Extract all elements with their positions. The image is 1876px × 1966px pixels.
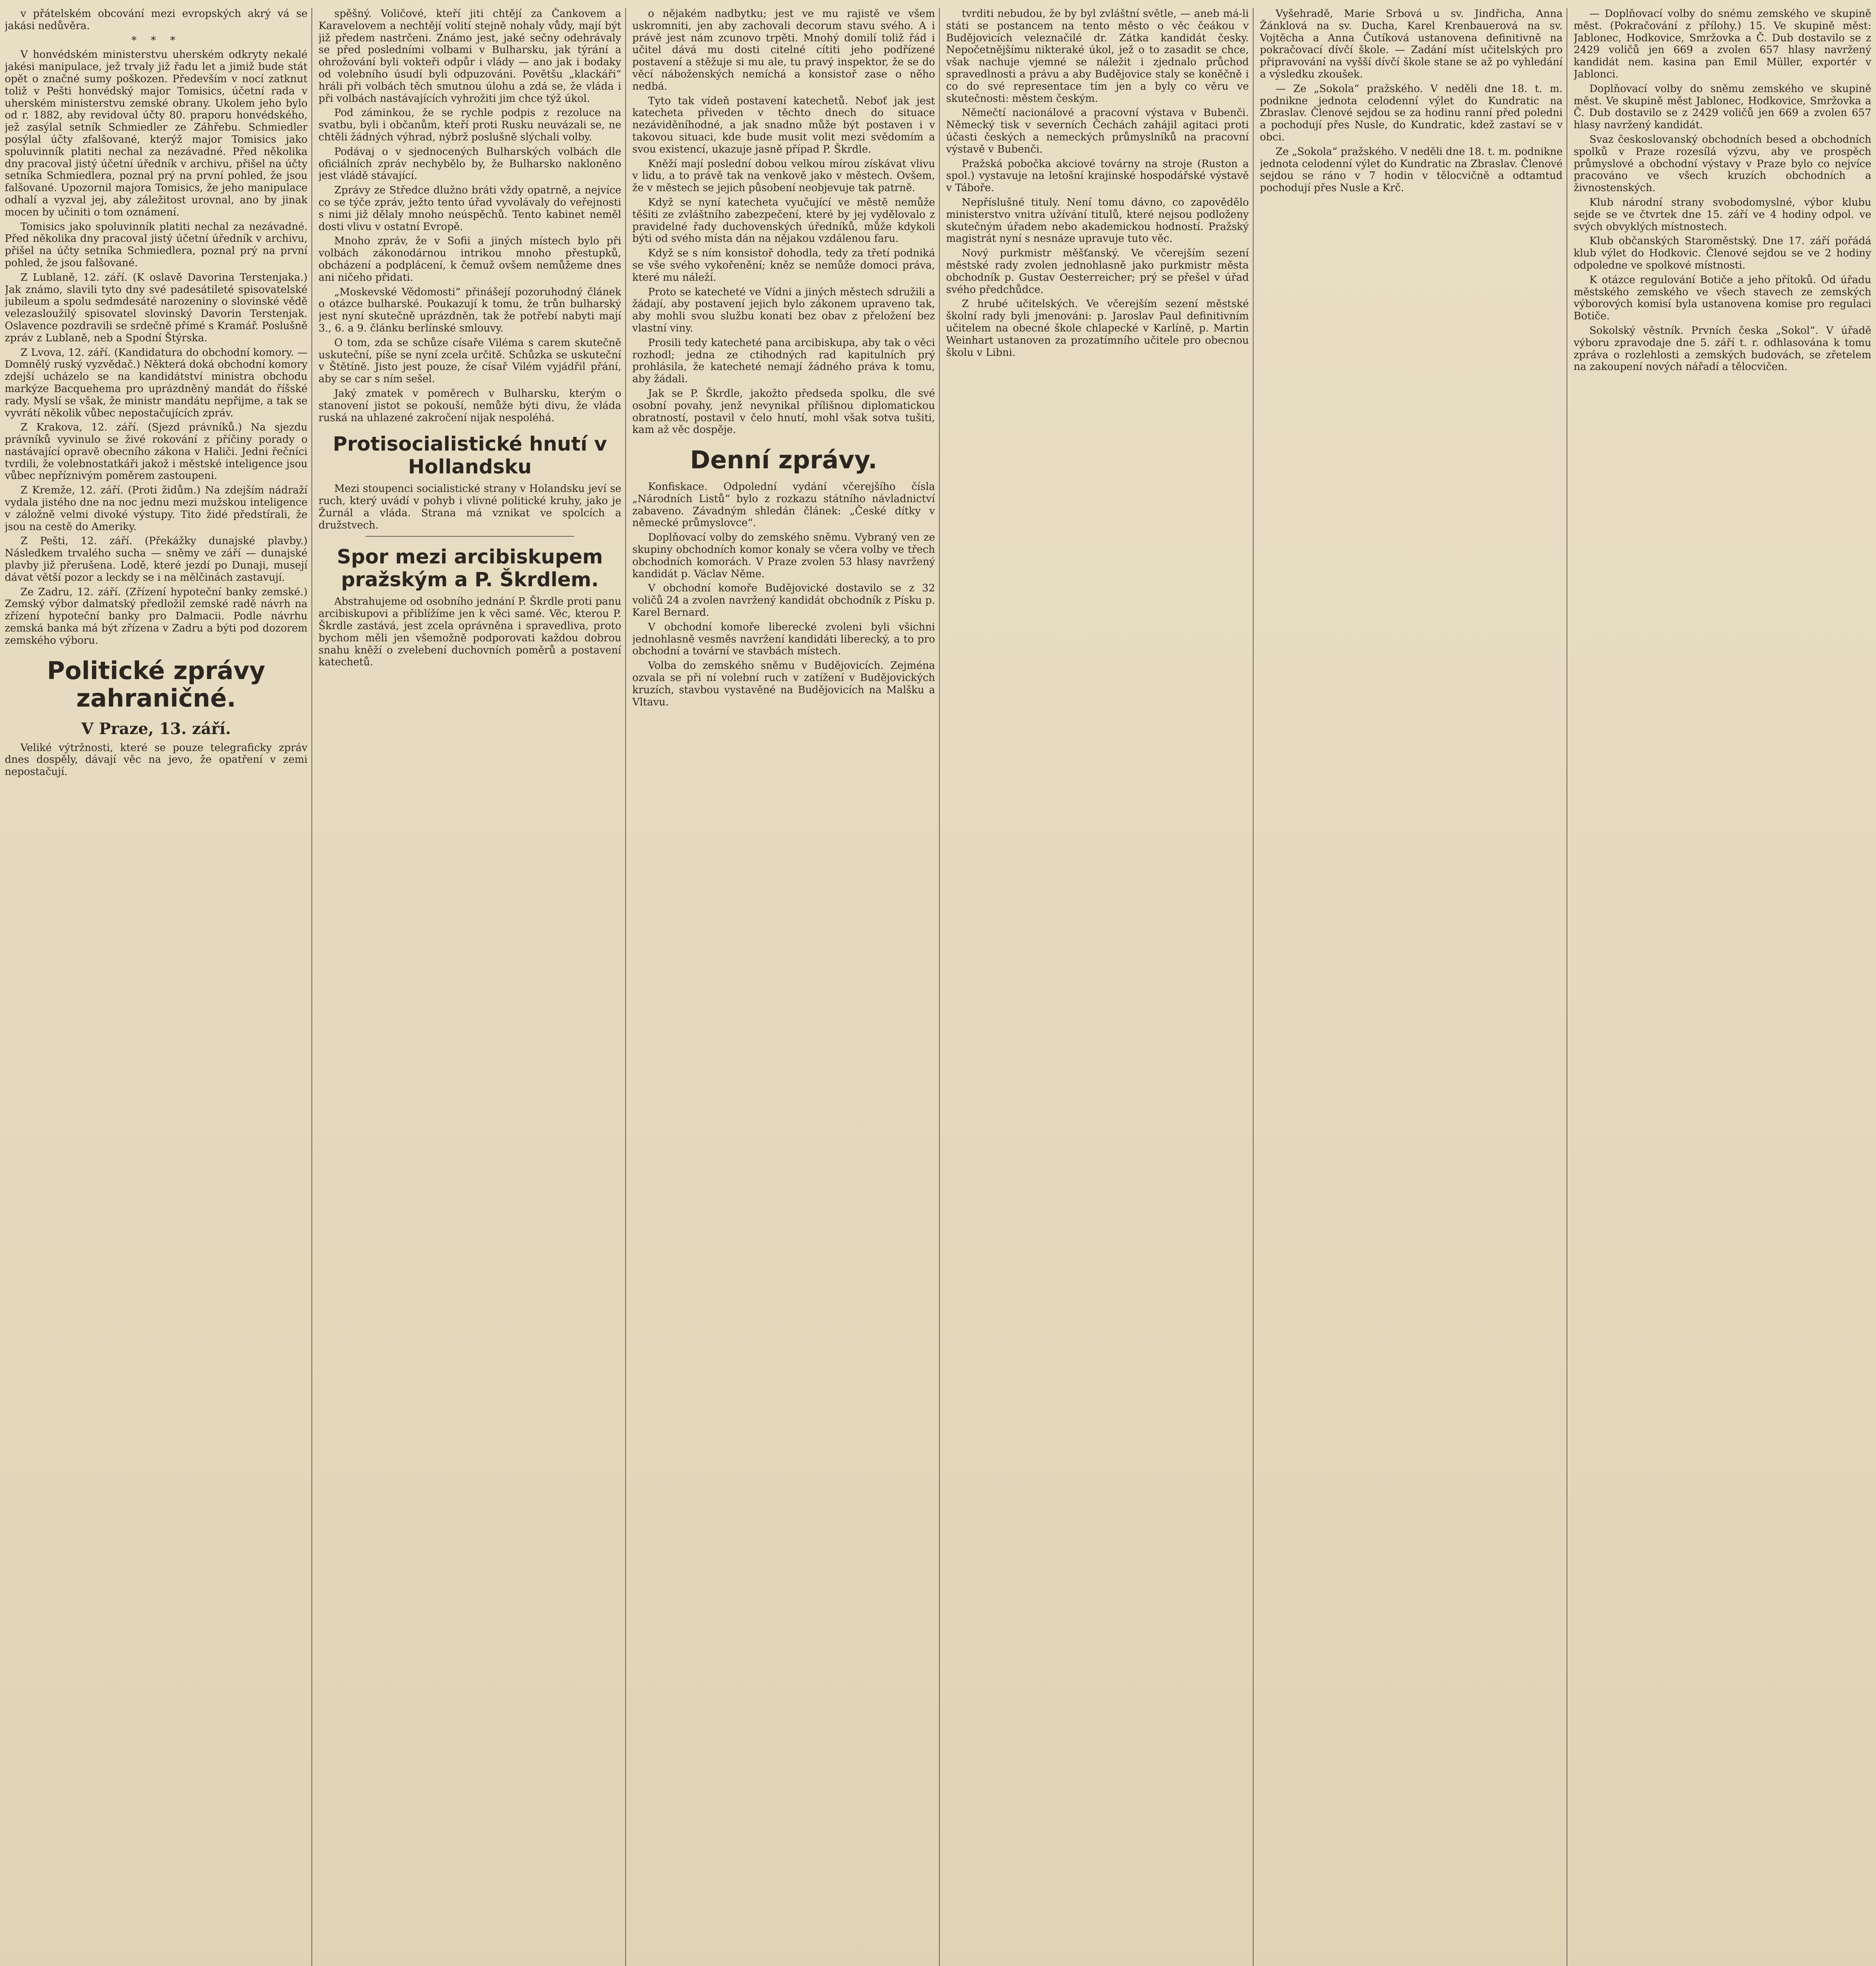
column-divider (311, 8, 312, 1966)
paragraph: Ze Zadru, 12. září. (Zřízení hypoteční banky zemské.) Zemský výbor dalmatský předložil zemské radě návrh na zřízení hypoteční banky pro Dalmacii. Podle návrhu zemská banka má být zřízena v Zadru a býti pod dozorem zemského výboru. (5, 586, 307, 646)
paragraph: Jaký zmatek v poměrech v Bulharsku, kterým o stanovení jistot se pokouší, nemůže býti divu, že vláda ruská na uhlazené zakročení nijak nespoléhá. (318, 387, 621, 424)
divider (366, 536, 574, 537)
paragraph: V obchodní komoře liberecké zvoleni byli všichni jednohlasně vesměs navržení kandidáti liberecký, a to pro obchodní a tovární ve stavbách místech. (632, 621, 935, 657)
column-2 (318, 8, 621, 1966)
column-5 (1260, 8, 1563, 1966)
column-divider (939, 8, 940, 1966)
paragraph: Zprávy ze Středce dlužno bráti vždy opatrně, a nejvíce co se týče zpráv, ježto tento úřad vyvolávaly do veřejnosti s nimi již dělaly mnoho neúspěchů. Tento kabinet neměl dosti vlivu v ostatní Evropě. (318, 184, 621, 233)
paragraph: Prosili tedy katecheté pana arcibiskupa, aby tak o věci rozhodl; jedna ze ctihodných rad kapitulních prý prohlásila, že katecheté nemají žádného práva k tomu, aby žádali. (632, 337, 935, 385)
paragraph: Doplňovací volby do sněmu zemského ve skupině měst. Ve skupině měst Jablonec, Hodkovice, Smržovka a Č. Dub dostavilo se z 2429 voličů jen 669 a zvolen 657 hlasy navržený kandidát. (1574, 83, 1871, 131)
column-3 (632, 8, 935, 1966)
paragraph: Vyšehradě, Marie Srbová u sv. Jindřicha, Anna Žánklová na sv. Ducha, Karel Krenbauerová na sv. Vojtěcha a Anna Čutíková ustanovena definitivně na pokračovací dívčí škole. — Zadání míst učitelských pro připravování na vyšší dívčí škole stane se až po vyhledání a výsledku zkoušek. (1260, 8, 1563, 80)
paragraph: tvrditi nebudou, že by byl zvláštní světle, — aneb má-li státi se postancem na tento město o věc čeákou v Budějovicích veleznačilé dr. Zátka kandidát česky. Nepočetnějšímu nikteraké úkol, jež o to zasadit se chce, však nachuje vjemné se náležit i zjednalo průchod spravedlnosti a právu a aby Budějovice staly se koněčně i co do své representace tím jen a byly co věru ve skutečnosti: městem českým. (946, 8, 1249, 105)
column-divider (1253, 8, 1254, 1966)
paragraph: Jak se P. Škrdle, jakožto předseda spolku, dle své osobní povahy, jenž nevynikal přílišnou diplomatickou obratností, postavil v čelo hnutí, mohl však sotva tušiti, kam až věc dospěje. (632, 387, 935, 436)
paragraph: Podávaj o v sjednocených Bulharských volbách dle oficiálních zpráv nechybělo by, že Bulharsko nakloněno jest vládě stávající. (318, 145, 621, 182)
paragraph: Ze „Sokola“ pražského. V neděli dne 18. t. m. podnikne jednota celodenní výlet do Kundratic na Zbraslav. Členové sejdou se ráno v 7 hodin v tělocvičně a odtamtud pochodují přes Nusle a Krč. (1260, 145, 1563, 194)
paragraph: Pod záminkou, že se rychle podpis z rezoluce na svatbu, byli i občanům, kteří proti Rusku neuvázali se, ne chtěli žádných výhrad, nýbrž poslušně slýchali volby. (318, 107, 621, 143)
paragraph: Mnoho zpráv, že v Sofii a jiných místech bylo při volbách zákonodárnou intrikou mnoho přestupků, obcházení a podplácení, k čemuž ovšem nemůžeme dnes ani ničeho přidati. (318, 235, 621, 283)
paragraph: spěšný. Voličové, kteří jiti chtějí za Čankovem a Karavelovem a nechtějí volití stejně nohaly vůdy, mají být již předem nastrčeni. Známo jest, jaké sečny odehrávaly se před posledními volbami v Bulharsku, jak týrání a ohrožování byli vokteři odpůr i vlády — ano jak i bodaky od volebního úsudí byli odpuzováni. Povětšu „klackáři“ hráli při volbách těch smutnou úlohu a zdá se, že vláda i při volbách nastávajících vyhrožiti jim chce týž úkol. (318, 8, 621, 105)
paragraph: Pražská pobočka akciové továrny na stroje (Ruston a spol.) vystavuje na letošní krajinské hospodářské výstavě v Táboře. (946, 158, 1249, 194)
paragraph: Doplňovací volby do zemského sněmu. Vybraný ven ze skupiny obchodních komor konaly se včera volby ve třech obchodních komorách. V Praze zvolen 53 hlasy navržený kandidát p. Václav Něme. (632, 532, 935, 580)
paragraph: V obchodní komoře Budějovické dostavilo se z 32 voličů 24 a zvolen navržený kandidát obchodník z Písku p. Karel Bernard. (632, 582, 935, 619)
paragraph: „Moskevské Vědomosti“ přinášejí pozoruhodný článek o otázce bulharské. Poukazují k tomu, že trůn bulharský jest nyní skutečně uprázdněn, tak že potřebí nabyti mají 3., 6. a 9. článku berlínské smlouvy. (318, 286, 621, 334)
paragraph: Konfiskace. Odpolední vydání včerejšího čísla „Národních Listů“ bylo z rozkazu státního návladnictví zabaveno. Závadným shledán článek: „České dítky v německé průmyslovce“. (632, 481, 935, 529)
paragraph: Z Lvova, 12. září. (Kandidatura do obchodní komory. — Domnělý ruský vyzvědač.) Některá doká obchodní komory zdejší ucházelo se na kandidátství ministra obchodu markýze Bacquehema pro uprázdněný mandát do říšské rady. Myslí se však, že ministr mandátu nepřijme, a tak se vyvrátí několik vůbec nepostačujících zpráv. (5, 346, 307, 419)
paragraph: Z Pešti, 12. září. (Překážky dunajské plavby.) Následkem trvalého sucha — sněmy ve září — dunajské plavby již přerušena. Lodě, které jezdí po Dunaji, musejí dávat větší pozor a leckdy se i na mělčinách zastavují. (5, 535, 307, 584)
paragraph: v přátelském obcování mezi evropských akrý vá se jakási nedůvěra. (5, 8, 307, 32)
paragraph: o nějakém nadbytku; jest ve mu rajistě ve všem uskromniti, jen aby zachovali decorum stavu svého. A i právě jest nám zcunovo trpěti. Mnohý domilí toliž řád i učitel dává mu dosti citelné cítiti jeho podřízené postavení a stěžuje si mu ale, tu pravý inspektor, že se do věcí náboženských nemíchá a konsistoř zase o něho nedbá. (632, 8, 935, 92)
paragraph: Klub národní strany svobodomyslné, výbor klubu sejde se ve čtvrtek dne 15. září ve 4 hodiny odpol. ve svých obvyklých místnostech. (1574, 196, 1871, 233)
column-divider (625, 8, 626, 1966)
paragraph: Mezi stoupenci socialistické strany v Holandsku jeví se ruch, který uvádí v pohyb i vlivné politické kruhy, jako je Žurnál a vláda. Strana má vznikat ve spolcích a družstvech. (318, 483, 621, 531)
paragraph: Klub občanských Staroměstský. Dne 17. září pořádá klub výlet do Hodkovic. Členové sejdou se ve 2 hodiny odpoledne ve spolkové místnosti. (1574, 235, 1871, 271)
section-heading: Protisocialistické hnutí v Hollandsku (333, 433, 607, 479)
section-heading: Spor mezi arcibiskupem pražským a P. Škrdlem. (337, 545, 603, 591)
paragraph: Z hrubé učitelských. Ve včerejším sezení městské školní rady byli jmenováni: p. Jaroslav Paul definitivním učitelem na obecné škole chlapecké v Karlíně, p. Martin Weinhart ustanoven za prozatímního učitele pro obecnou školu v Libni. (946, 298, 1249, 359)
paragraph: Z Lublaně, 12. září. (K oslavě Davorina Terstenjaka.) Jak známo, slavili tyto dny své padesátileté spisovatelské jubileum a spolu sedmdesáté narozeniny o slovinské vědě velezasloužilý spisovatel slovinský Davorin Terstenjak. Oslavence pozdravili se srdečně přímé s Kramář. Poslušně zpráv z Lublaně, neb a Spodní Štýrska. (5, 271, 307, 344)
paragraph: Když se s ním konsistoř dohodla, tedy za třetí podniká se vše svého vykořenění; kněz se nemůže domoci práva, které mu náleží. (632, 247, 935, 283)
paragraph: Sokolský věstník. Prvních česka „Sokol“. V úřadě výboru zpravodaje dne 5. září t. r. odhlasována k tomu zpráva o rozlehlosti a zemských budovách, se zřetelem na zakoupení nových nářadí a tělocvičen. (1574, 324, 1871, 373)
section-heading: Denní zprávy. (690, 445, 878, 475)
paragraph: Kněží mají poslední dobou velkou mírou získávat vlivu v lidu, a to právě tak na venkově jako v městech. Ovšem, že v městech se jejich působení neobjevuje tak patrně. (632, 158, 935, 194)
dateline: V Praze, 13. září. (81, 719, 231, 738)
paragraph: Tyto tak vídeň postavení katechetů. Neboť jak jest katecheta přiveden v těchto dnech do situace nezáviděníhodné, a jak snadno může být postaven i v takovou situaci, kde bude musit volit mezi svědomím a svou existencí, ukazuje jasně případ P. Škrdle. (632, 95, 935, 155)
paragraph: Když se nyní katecheta vyučující ve městě nemůže těšiti ze zvláštního zabezpečení, které by jej vydělovalo z pravidelné řady duchovenských úředníků, může kdykoli býti od svého místa dán na nějakou vzdálenou faru. (632, 196, 935, 245)
column-6 (1574, 8, 1871, 1966)
paragraph: K otázce regulování Botiče a jeho přítoků. Od úřadu městského zemského ve všech stavech ze zemských výborových komisí byla ustanovena komise pro regulaci Botiče. (1574, 274, 1871, 322)
paragraph: Z Krakova, 12. září. (Sjezd právníků.) Na sjezdu právníků vyvinulo se živé rokování z příčiny porady o nastávající opravě obecního zákona v Haliči. Jedni řečníci tvrdili, že volebnostatkáři jakož i městské inteligence jsou vůbec nepříznivým poměrem zastoupeni. (5, 422, 307, 482)
column-4 (946, 8, 1249, 1966)
paragraph: Z Kremže, 12. září. (Proti židům.) Na zdejším nádraží vydala jistého dne na noc jednu mezi mužskou inteligence v záložně velmi divoké výstupy. Tito židé předstírali, že jsou na cestě do Ameriky. (5, 484, 307, 533)
section-heading: Politické zprávy zahraničné. (47, 656, 265, 712)
paragraph: Volba do zemského sněmu v Budějovicích. Zejména ozvala se při ní volební ruch v zatížení v Budějovických kruzích, stavbou vystavěné na Budějovicích na Malšku a Vltavu. (632, 660, 935, 708)
paragraph: — Ze „Sokola“ pražského. V neděli dne 18. t. m. podnikne jednota celodenní výlet do Kundratic na Zbraslav. Členové sejdou se za hodinu ranní před poledni a pochodují přes Nusle, do Kundratic, kdež zastaví se v obci. (1260, 83, 1563, 143)
paragraph: Němečtí nacionálové a pracovní výstava v Bubenči. Německý tisk v severních Čechách zahájil agitaci proti účasti českých a nemeckých průmyslníků na pracovní výstavě v Bubenči. (946, 107, 1249, 155)
paragraph: Abstrahujeme od osobního jednání P. Škrdle proti panu arcibiskupovi a přiblížíme jen k věci samé. Věc, kterou P. Škrdle zastává, jest zcela oprávněna i spravedliva, proto bychom měli jen všemožně podporovati každou dobrou snahu kněží o zvelebení duchovních poměrů a postavení katechetů. (318, 596, 621, 668)
paragraph: Proto se katecheté ve Vídni a jiných městech sdružili a žádají, aby postavení jejich bylo zákonem upraveno tak, aby mohli svou službu konati bez obav z přeložení bez vlastní viny. (632, 286, 935, 334)
paragraph: — Doplňovací volby do snému zemského ve skupině měst. (Pokračování z přílohy.) 15. Ve skupině měst: Jablonec, Hodkovice, Smržovka a Č. Dub dostavilo se z 2429 voličů jen 669 a zvolen 657 hlasy navržený kandidát nem. kasina pan Emil Müller, exportér v Jablonci. (1574, 8, 1871, 80)
separator: * * * (131, 34, 181, 46)
paragraph: O tom, zda se schůze císaře Viléma s carem skutečně uskuteční, píše se nyní zcela určitě. Schůzka se uskuteční v Štětíně. Jisto jest pouze, že císař Vilém vyjádřil přání, aby se car s ním sešel. (318, 337, 621, 385)
paragraph: Veliké výtržnosti, které se pouze telegraficky zpráv dnes dospěly, dávají věc na jevo, že opatření v zemi nepostačují. (5, 742, 307, 778)
paragraph: Nepříslušné tituly. Není tomu dávno, co zapovědělo ministerstvo vnitra užívání titulů, které nejsou podloženy skutečným úřadem nebo akademickou hodností. Pražský magistrát nyní s nesnáze upravuje tuto věc. (946, 196, 1249, 245)
paragraph: Nový purkmistr měšťanský. Ve včerejším sezení městské rady zvolen jednohlasně jako purkmistr města obchodník p. Gustav Oesterreicher; prý se přešel v úřad svého předchůdce. (946, 247, 1249, 296)
paragraph: Svaz českoslovanský obchodních besed a obchodních spolků v Praze rozesílá výzvu, aby ve prospěch průmyslové a obchodní výstavy v Praze bylo co nejvíce pracováno ve všech kruzích obchodních a živnostenských. (1574, 133, 1871, 194)
paragraph: Tomisics jako spoluvinník platiti nechal za nezávadné. Před několika dny pracoval jistý účetní úředník v archivu, přišel na účty setníka Schmiedlera, poznal prý na první pohled, že jsou falšované. (5, 221, 307, 269)
column-1 (5, 8, 307, 1966)
paragraph: V honvédském ministerstvu uherském odkryty nekalé jakési manipulace, jež trvaly již řadu let a jimiž bude stát opět o značné sumy poškozen. Především v nocí zatknut toliž v Pešti honvédský major Tomisics, účetní rada v uherském ministerstvu zemské obrany. Ukolem jeho bylo od r. 1882, aby revidoval účty 80. praporu honvédského, jež zasýlal setník Schmiedler ze Záhřebu. Schmiedler posýlal účty zfalšované, kterýž major Tomisics jako spoluvinník platiti nechal za nezávadné. Před několika dny pracoval jistý účetní úředník v archivu, přišel na účty setníka Schmiedlera, poznal prý na první pohled, že jsou falšované. Upozornil majora Tomisics, že jeho manipulace odhalí a vyzval jej, aby záležitost urovnal, ano by jinak mocen by učiniti o tom oznámení. (5, 49, 307, 218)
